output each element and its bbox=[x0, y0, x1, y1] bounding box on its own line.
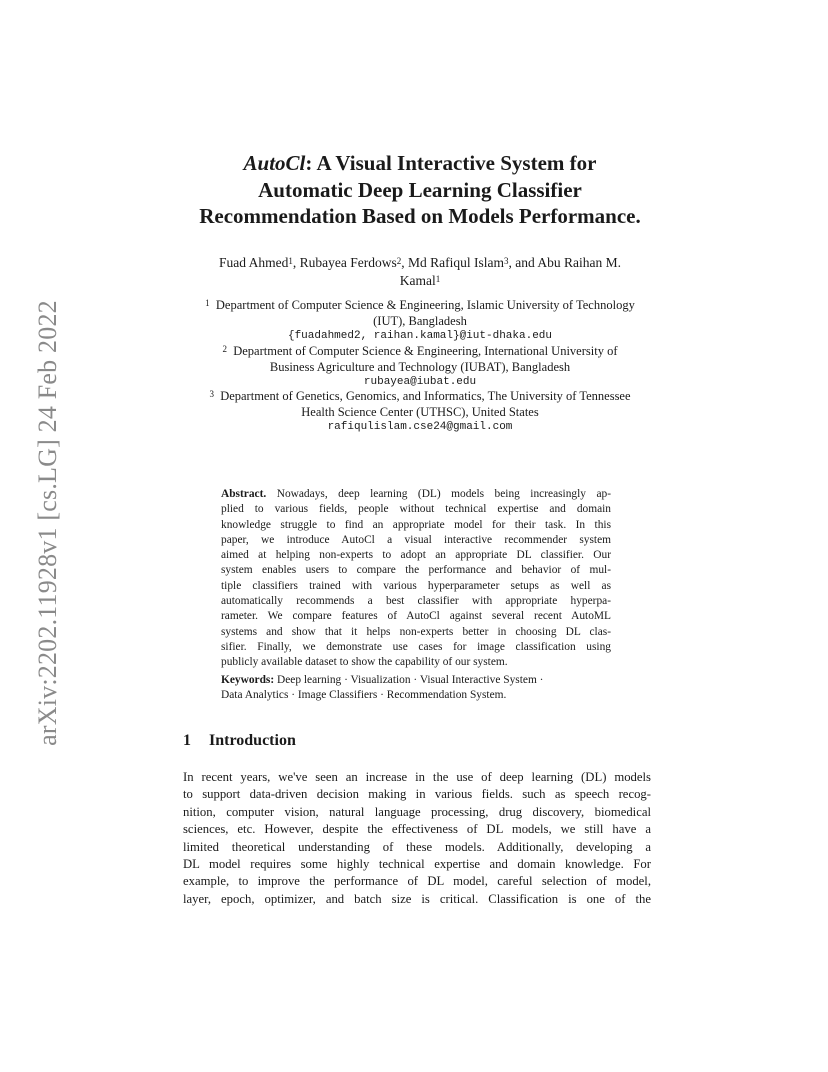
keywords-label: Keywords: bbox=[221, 674, 275, 686]
author-3: , Md Rafiqul Islam bbox=[401, 255, 504, 270]
abstract-line: system enables users to compare the performance and behavior of mul- bbox=[221, 564, 611, 577]
section-heading bbox=[183, 732, 296, 750]
section-title: Introduction bbox=[209, 732, 296, 749]
affiliation-3-sup: 3 bbox=[209, 389, 214, 399]
affiliation-2-line-2: Business Agriculture and Technology (IUBAT), Bangladesh bbox=[269, 359, 571, 374]
title-line-2: Automatic Deep Learning Classifier bbox=[258, 177, 582, 202]
affiliation-3-line-2: Health Science Center (UTHSC), United States bbox=[301, 404, 539, 419]
intro-paragraph bbox=[183, 769, 651, 908]
author-1: Fuad Ahmed bbox=[219, 255, 289, 270]
abstract-line-last: publicly available dataset to show the capability of our system. bbox=[221, 656, 508, 669]
abstract-line: tiple classifiers trained with various hyperparameter setups as well as bbox=[221, 579, 611, 592]
body-line: to support data-driven decision making in various fields. such as speech recog- bbox=[183, 787, 651, 802]
title-system-name: AutoCl bbox=[243, 151, 306, 175]
author-4: , and Abu Raihan M. bbox=[508, 255, 621, 270]
section-number: 1 bbox=[183, 732, 191, 749]
title-line-1: : A Visual Interactive System for bbox=[305, 151, 597, 175]
abstract-label: Abstract. bbox=[221, 488, 267, 500]
body-line: DL model requires some highly technical expertise and domain knowledge. For bbox=[183, 857, 651, 872]
abstract-line: aimed at helping non-experts to adopt an appropriate DL classifier. Our bbox=[221, 549, 611, 562]
body-line: example, to improve the performance of DL model, careful selection of model, bbox=[183, 874, 651, 889]
abstract-line: sifier. Finally, we demonstrate use cases for image classification using bbox=[221, 640, 611, 653]
author-3-sup: 3 bbox=[503, 256, 509, 266]
affiliation-2 bbox=[170, 344, 670, 391]
body-line: limited theoretical understanding of these models. Additionally, developing a bbox=[183, 839, 651, 854]
abstract-line: paper, we introduce AutoCl a visual interactive recommender system bbox=[221, 533, 611, 546]
affiliation-3 bbox=[170, 389, 670, 436]
keywords-line-2: Data Analytics · Image Classifiers · Recommendation System. bbox=[221, 689, 507, 702]
affiliation-3-line-1: Department of Genetics, Genomics, and Informatics, The University of Tennessee bbox=[220, 389, 631, 403]
affiliation-1 bbox=[170, 298, 670, 345]
affiliation-2-email: rubayea@iubat.edu bbox=[363, 376, 477, 388]
keywords-line-1: Deep learning · Visualization · Visual Interactive System · bbox=[277, 674, 544, 686]
abstract-line: automatically recommends a best classifier with appropriate hyperpa- bbox=[221, 595, 611, 608]
affiliation-2-sup: 2 bbox=[222, 344, 227, 354]
abstract-line: knowledge struggle to find an appropriate model for their task. In this bbox=[221, 518, 611, 531]
affiliation-2-line-1: Department of Computer Science & Engineering, International University of bbox=[233, 344, 618, 358]
author-4-surname: Kamal bbox=[399, 273, 436, 288]
abstract bbox=[221, 487, 611, 671]
abstract-line: Nowadays, deep learning (DL) models being increasingly ap- bbox=[276, 488, 611, 500]
arxiv-stamp-text: arXiv:2202.11928v1 [cs.LG] 24 Feb 2022 bbox=[33, 300, 62, 746]
body-line: nition, computer vision, natural language processing, drug discovery, biomedical bbox=[183, 804, 651, 819]
body-line: sciences, etc. However, despite the effectiveness of DL models, we still have a bbox=[183, 822, 651, 837]
affiliation-3-email: rafiqulislam.cse24@gmail.com bbox=[327, 421, 513, 433]
body-line: In recent years, we've seen an increase in the use of deep learning (DL) models bbox=[183, 770, 651, 784]
affiliation-1-line-1: Department of Computer Science & Engineering, Islamic University of Technology bbox=[215, 298, 635, 312]
abstract-line: systems and show that it helps non-experts better in choosing DL clas- bbox=[221, 625, 611, 638]
author-2-sup: 2 bbox=[396, 256, 402, 266]
affiliation-1-sup: 1 bbox=[205, 298, 210, 308]
author-4-sup: 1 bbox=[435, 274, 441, 284]
abstract-line: rameter. We compare features of AutoCl against several recent AutoML bbox=[221, 610, 611, 623]
author-1-sup: 1 bbox=[288, 256, 293, 266]
body-line: layer, epoch, optimizer, and batch size is critical. Classification is one of the bbox=[183, 891, 651, 906]
author-2: , Rubayea Ferdows bbox=[292, 255, 397, 270]
author-list bbox=[160, 254, 680, 290]
keywords bbox=[221, 673, 621, 704]
affiliation-1-email: {fuadahmed2, raihan.kamal}@iut-dhaka.edu bbox=[287, 330, 553, 342]
paper-title bbox=[140, 150, 700, 230]
title-line-3: Recommendation Based on Models Performance. bbox=[199, 204, 641, 228]
affiliation-1-line-2: (IUT), Bangladesh bbox=[373, 313, 467, 328]
abstract-line: plied to various fields, people without technical expertise and domain bbox=[221, 503, 611, 516]
